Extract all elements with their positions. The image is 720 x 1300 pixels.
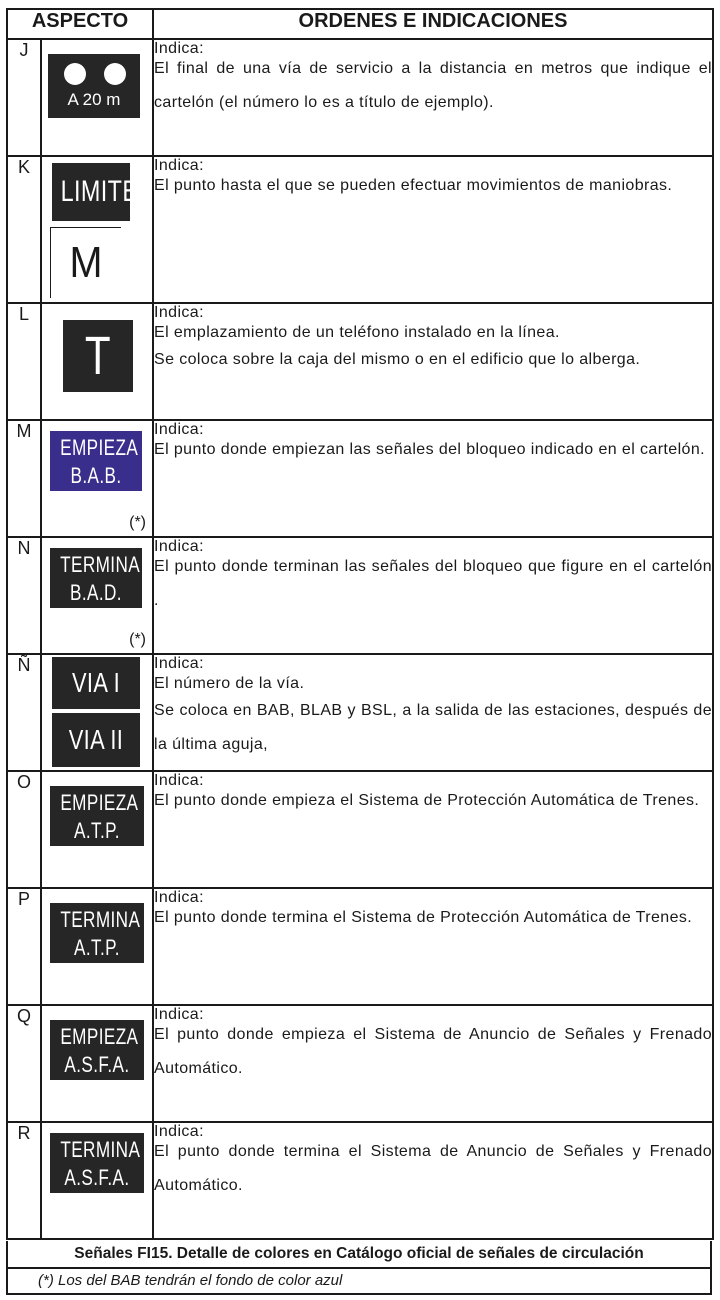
aspect-cell xyxy=(41,537,153,654)
table-row-o xyxy=(7,771,713,888)
indica-label: Indica: xyxy=(154,889,204,906)
aspect-cell xyxy=(41,1005,153,1122)
indica-label: Indica: xyxy=(154,157,204,174)
sign-empieza-bab xyxy=(50,431,142,491)
sign-empieza-asfa xyxy=(50,1020,144,1080)
description-cell xyxy=(153,156,713,303)
sign-text-line2: A.S.F.A. xyxy=(64,1052,130,1077)
description-text: El punto donde terminan las señales del bloqueo que figure en el cartelón . xyxy=(154,558,713,609)
indica-label: Indica: xyxy=(154,772,204,789)
indica-label: Indica: xyxy=(154,1006,204,1023)
aspect-cell xyxy=(41,156,153,303)
table-row-n xyxy=(7,537,713,654)
indica-label: Indica: xyxy=(154,538,204,555)
aspect-cell xyxy=(41,303,153,420)
description-cell xyxy=(153,1122,713,1239)
aspect-cell xyxy=(41,888,153,1005)
description-cell xyxy=(153,39,713,156)
aspect-cell xyxy=(41,771,153,888)
description-text: El punto donde termina el Sistema de Protección Automática de Trenes. xyxy=(154,909,693,926)
description-cell xyxy=(153,537,713,654)
aspect-cell xyxy=(41,654,153,771)
sign-via-2 xyxy=(52,713,140,767)
header-orders: ORDENES E INDICACIONES xyxy=(153,9,713,39)
table-row-j xyxy=(7,39,713,156)
description-cell xyxy=(153,771,713,888)
indica-label: Indica: xyxy=(154,1123,204,1140)
aspect-cell xyxy=(41,1122,153,1239)
sign-m xyxy=(50,227,121,298)
sign-text-line2: B.A.D. xyxy=(70,580,122,605)
table-row-k xyxy=(7,156,713,303)
row-letter: P xyxy=(7,888,41,1005)
indica-label: Indica: xyxy=(154,421,204,438)
description-cell xyxy=(153,654,713,771)
row-letter: Ñ xyxy=(7,654,41,771)
sign-text-line2: A.T.P. xyxy=(74,818,120,843)
sign-text-line1: EMPIEZA xyxy=(60,435,139,460)
description-text: El punto donde termina el Sistema de Anuncio de Señales y Frenado Automático. xyxy=(154,1143,713,1194)
description-cell xyxy=(153,303,713,420)
footnote: (*) Los del BAB tendrán el fondo de color azul xyxy=(6,1269,712,1295)
table-row-r xyxy=(7,1122,713,1239)
row-letter: Q xyxy=(7,1005,41,1122)
indica-label: Indica: xyxy=(154,304,204,321)
sign-limite xyxy=(52,163,139,221)
row-letter: M xyxy=(7,420,41,537)
description-text: El emplazamiento de un teléfono instalado en la línea. xyxy=(154,324,560,341)
table-row-l xyxy=(7,303,713,420)
sign-text-line1: TERMINA xyxy=(60,907,141,932)
description-text: El punto donde empieza el Sistema de Anuncio de Señales y Frenado Automático. xyxy=(154,1026,713,1077)
table-row-p xyxy=(7,888,713,1005)
sign-text: VIA II xyxy=(68,724,124,755)
table-row-m xyxy=(7,420,713,537)
sign-text-line1: TERMINA xyxy=(60,552,141,577)
description-text: El final de una vía de servicio a la distancia en metros que indique el cartelón (el número lo es a título de ejemplo). xyxy=(154,60,713,111)
description-text: El punto donde empiezan las señales del bloqueo indicado en el cartelón. xyxy=(154,441,705,458)
row-letter: O xyxy=(7,771,41,888)
signals-table xyxy=(6,8,714,1240)
table-row-q xyxy=(7,1005,713,1122)
footnote-marker: (*) xyxy=(129,514,147,531)
row-letter: K xyxy=(7,156,41,303)
sign-termina-atp xyxy=(50,903,144,963)
footnote-marker: (*) xyxy=(129,631,147,648)
description-text-2: Se coloca sobre la caja del mismo o en el edificio que lo alberga. xyxy=(154,351,641,368)
description-text: El número de la vía. xyxy=(154,675,305,692)
indica-label: Indica: xyxy=(154,40,204,57)
white-circle-right xyxy=(104,63,126,85)
table-row-n-tilde xyxy=(7,654,713,771)
sign-termina-asfa xyxy=(50,1133,144,1193)
sign-text-line1: EMPIEZA xyxy=(60,1024,139,1049)
aspect-cell xyxy=(41,39,153,156)
sign-termina-bad xyxy=(50,548,142,608)
row-letter: R xyxy=(7,1122,41,1239)
sign-text-line1: TERMINA xyxy=(60,1137,141,1162)
description-cell xyxy=(153,420,713,537)
sign-text-line1: EMPIEZA xyxy=(60,790,139,815)
sign-telephone xyxy=(63,320,133,392)
description-text: El punto hasta el que se pueden efectuar movimientos de maniobras. xyxy=(154,177,673,194)
description-text-2: Se coloca en BAB, BLAB y BSL, a la salida de las estaciones, después de la última aguja, xyxy=(154,702,713,753)
sign-text: T xyxy=(84,326,112,386)
indica-label: Indica: xyxy=(154,655,204,672)
sign-text: VIA I xyxy=(71,667,121,698)
sign-text: M xyxy=(69,238,103,287)
sign-text-line2: A.S.F.A. xyxy=(64,1165,130,1190)
description-text: El punto donde empieza el Sistema de Protección Automática de Trenes. xyxy=(154,792,700,809)
description-cell xyxy=(153,888,713,1005)
row-letter: L xyxy=(7,303,41,420)
white-circle-left xyxy=(64,63,86,85)
sign-distance-text: A 20 m xyxy=(67,90,121,109)
sign-text-line2: A.T.P. xyxy=(74,935,120,960)
sign-empieza-atp xyxy=(50,786,144,846)
header-aspect: ASPECTO xyxy=(7,9,153,39)
table-caption: Señales FI15. Detalle de colores en Catálogo oficial de señales de circulación xyxy=(6,1241,712,1269)
row-letter: N xyxy=(7,537,41,654)
aspect-cell xyxy=(41,420,153,537)
sign-via-1 xyxy=(52,657,140,709)
sign-text: LIMITE xyxy=(60,175,139,208)
description-cell xyxy=(153,1005,713,1122)
table-header-row xyxy=(7,9,713,39)
sign-end-service-track xyxy=(48,54,140,118)
row-letter: J xyxy=(7,39,41,156)
sign-text-line2: B.A.B. xyxy=(70,463,122,488)
